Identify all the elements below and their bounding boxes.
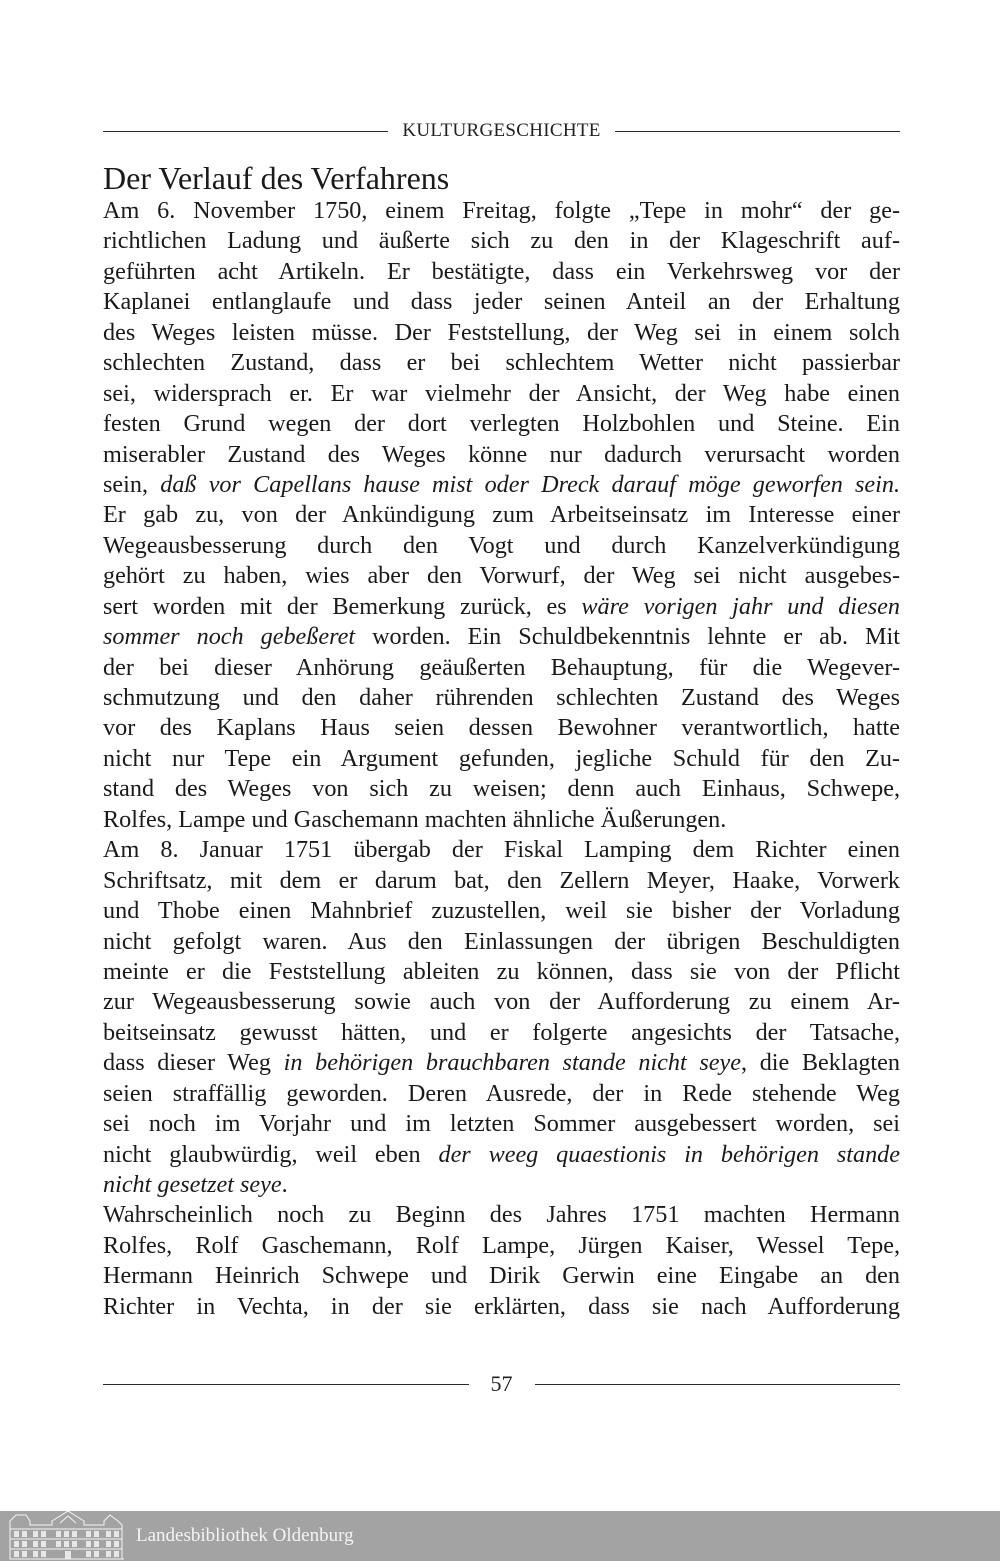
text-line (103, 531, 900, 561)
text-run: , die Beklagten (741, 1049, 900, 1077)
text-line (103, 318, 900, 348)
text-run: des Weges leisten müsse. Der Feststellung, der Weg sei in einem solch (103, 318, 900, 346)
text-line (103, 896, 900, 926)
text-run: meinte er die Feststellung ableiten zu können, dass sie von der Pflicht (103, 957, 900, 985)
page-number: 57 (490, 1371, 513, 1396)
section-heading: Der Verlauf des Verfahrens (103, 160, 450, 196)
text-line (103, 470, 900, 500)
text-run: richtlichen Ladung und äußerte sich zu den in der Klageschrift auf- (103, 227, 900, 255)
text-line (103, 287, 900, 317)
text-line (103, 653, 900, 683)
text-run: worden. Ein Schuldbekenntnis lehnte er ab. Mit (355, 623, 900, 651)
text-run: sei noch im Vorjahr und im letzten Sommer ausgebessert worden, sei (103, 1110, 900, 1138)
text-run: gehört zu haben, wies aber den Vorwurf, der Weg sei nicht ausgebes- (103, 562, 900, 590)
text-run: Richter in Vechta, in der sie erklärten, dass sie nach Aufforderung (103, 1292, 900, 1320)
text-line (103, 1048, 900, 1078)
text-line (103, 744, 900, 774)
text-run: stand des Weges von sich zu weisen; denn auch Einhaus, Schwepe, (103, 775, 900, 803)
italic-quote: wäre vorigen jahr und diesen (581, 592, 900, 620)
body-text (103, 196, 900, 1322)
text-run: nicht gefolgt waren. Aus den Einlassungen der übrigen Beschuldigten (103, 927, 900, 955)
text-line (103, 957, 900, 987)
text-run: sein, (103, 470, 161, 498)
text-line (103, 409, 900, 439)
text-run: Hermann Heinrich Schwepe und Dirik Gerwin eine Eingabe an den (103, 1262, 900, 1290)
page-footer-folio (103, 1370, 900, 1398)
text-run: der bei dieser Anhörung geäußerten Behauptung, für die Wegever- (103, 653, 900, 681)
text-run: seien straffällig geworden. Deren Ausrede, der in Rede stehende Weg (103, 1079, 900, 1107)
text-run: miserabler Zustand des Weges könne nur dadurch verursacht worden (103, 440, 900, 468)
text-line (103, 866, 900, 896)
text-line (103, 927, 900, 957)
text-run: zur Wegeausbesserung sowie auch von der Aufforderung zu einem Ar- (103, 988, 900, 1016)
text-line (103, 774, 900, 804)
italic-quote: der weeg quaestionis in behörigen stande (438, 1140, 900, 1168)
text-run: und Thobe einen Mahnbrief zuzustellen, weil sie bisher der Vorladung (103, 897, 900, 925)
folio-rule-left (103, 1384, 469, 1385)
library-name: Landesbibliothek Oldenburg (136, 1525, 354, 1546)
text-line (103, 257, 900, 287)
text-run: . (281, 1171, 288, 1198)
text-run: Wegeausbesserung durch den Vogt und durch Kanzelverkündigung (103, 531, 900, 559)
text-run: festen Grund wegen der dort verlegten Holzbohlen und Steine. Ein (103, 410, 900, 438)
text-line (103, 713, 900, 743)
text-run: schlechten Zustand, dass er bei schlechtem Wetter nicht passierbar (103, 349, 900, 377)
running-head-rule-left (103, 131, 388, 132)
text-run: Er gab zu, von der Ankündigung zum Arbeitseinsatz im Interesse einer (103, 501, 900, 529)
text-run: nicht glaubwürdig, weil eben (103, 1140, 439, 1168)
running-head (103, 118, 900, 144)
text-line (103, 592, 900, 622)
text-line (103, 379, 900, 409)
text-run: Rolfes, Rolf Gaschemann, Rolf Lampe, Jürgen Kaiser, Wessel Tepe, (103, 1231, 900, 1259)
text-run: Schriftsatz, mit dem er darum bat, den Zellern Meyer, Haake, Vorwerk (103, 866, 900, 894)
text-run: geführten acht Artikeln. Er bestätigte, dass ein Verkehrsweg vor der (103, 257, 900, 285)
running-head-rule-right (615, 131, 900, 132)
text-line (103, 683, 900, 713)
text-run: vor des Kaplans Haus seien dessen Bewohner verantwortlich, hatte (103, 714, 900, 742)
library-building-icon (6, 1511, 128, 1561)
text-run: sei, widersprach er. Er war vielmehr der Ansicht, der Weg habe einen (103, 379, 900, 407)
text-run: Wahrscheinlich noch zu Beginn des Jahres 1751 machten Hermann (103, 1201, 900, 1229)
text-line (103, 1261, 900, 1291)
text-line (103, 987, 900, 1017)
text-run: Kaplanei entlanglaufe und dass jeder seinen Anteil an der Erhaltung (103, 288, 900, 316)
text-run: Rolfes, Lampe und Gaschemann machten ähnliche Äußerungen. (103, 805, 727, 833)
text-line (103, 226, 900, 256)
text-line (103, 348, 900, 378)
text-line (103, 1109, 900, 1139)
text-line (103, 440, 900, 470)
text-line (103, 1231, 900, 1261)
library-footer-bar (0, 1511, 1000, 1561)
running-head-label: KULTURGESCHICHTE (402, 120, 601, 141)
text-line (103, 1140, 900, 1170)
italic-quote: sommer noch gebeßeret (103, 623, 356, 651)
text-run: Am 6. November 1750, einem Freitag, folgte „Tepe in mohr“ der ge- (103, 197, 900, 224)
folio-rule-right (535, 1384, 901, 1385)
text-run: sert worden mit der Bemerkung zurück, es (103, 592, 582, 620)
text-line (103, 1292, 900, 1322)
text-run: nicht nur Tepe ein Argument gefunden, jegliche Schuld für den Zu- (103, 744, 900, 772)
text-line (103, 1018, 900, 1048)
text-run: beitseinsatz gewusst hätten, und er folgerte angesichts der Tatsache, (103, 1018, 900, 1046)
italic-quote: in behörigen brauchbaren stande nicht seye (283, 1049, 742, 1077)
text-line (103, 1170, 900, 1200)
italic-quote: daß vor Capellans hause mist oder Dreck darauf möge geworfen sein. (160, 470, 900, 498)
text-run: Am 8. Januar 1751 übergab der Fiskal Lamping dem Richter einen (103, 836, 900, 864)
text-line (103, 1079, 900, 1109)
text-line (103, 805, 900, 835)
text-line (103, 622, 900, 652)
text-line (103, 1200, 900, 1230)
text-run: schmutzung und den daher rührenden schlechten Zustand des Weges (103, 684, 900, 711)
italic-quote: nicht gesetzet seye (103, 1171, 282, 1198)
text-line (103, 196, 900, 226)
text-line (103, 500, 900, 530)
text-line (103, 835, 900, 865)
text-line (103, 561, 900, 591)
text-run: dass dieser Weg (103, 1049, 284, 1077)
